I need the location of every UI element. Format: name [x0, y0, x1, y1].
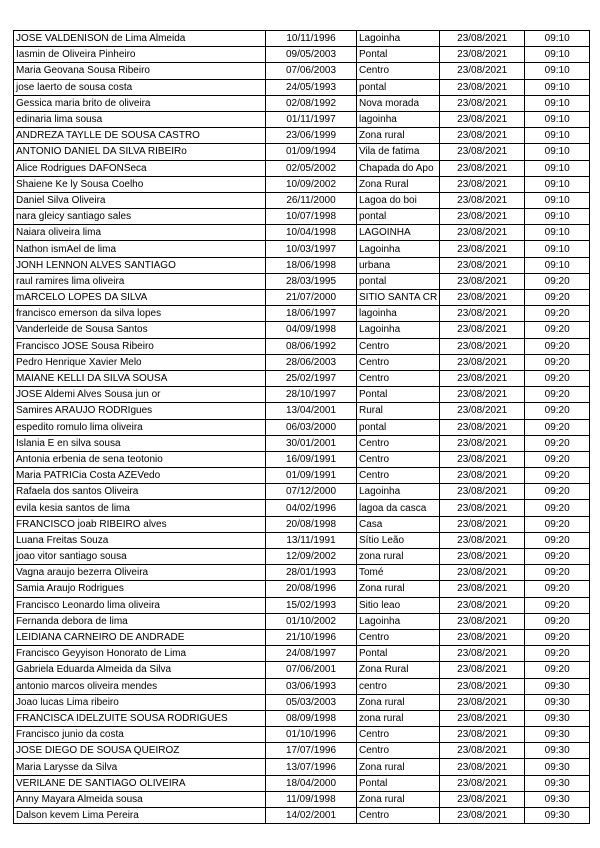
- location-cell: Zona Rural: [357, 662, 440, 678]
- schedule-date-cell: 23/08/2021: [440, 808, 525, 824]
- schedule-time-cell: 09:20: [525, 662, 590, 678]
- schedule-time-cell: 09:30: [525, 808, 590, 824]
- birth-date-cell: 04/02/1996: [266, 500, 357, 516]
- schedule-time-cell: 09:20: [525, 581, 590, 597]
- birth-date-cell: 18/04/2000: [266, 775, 357, 791]
- table-row: [14, 532, 590, 548]
- schedule-time-cell: 09:10: [525, 241, 590, 257]
- table-row: [14, 743, 590, 759]
- location-cell: Casa: [357, 516, 440, 532]
- schedule-date-cell: 23/08/2021: [440, 662, 525, 678]
- table-row: [14, 63, 590, 79]
- schedule-time-cell: 09:20: [525, 597, 590, 613]
- table-row: [14, 387, 590, 403]
- table-row: [14, 484, 590, 500]
- schedule-date-cell: 23/08/2021: [440, 581, 525, 597]
- location-cell: centro: [357, 678, 440, 694]
- schedule-time-cell: 09:10: [525, 95, 590, 111]
- person-name-cell: Francisco Leonardo lima oliveira: [14, 597, 266, 613]
- schedule-time-cell: 09:20: [525, 290, 590, 306]
- schedule-date-cell: 23/08/2021: [440, 694, 525, 710]
- person-name-cell: Antonia erbenia de sena teotonio: [14, 451, 266, 467]
- schedule-time-cell: 09:20: [525, 322, 590, 338]
- birth-date-cell: 01/09/1994: [266, 144, 357, 160]
- table-row: [14, 47, 590, 63]
- birth-date-cell: 10/04/1998: [266, 225, 357, 241]
- person-name-cell: Francisco Geyyison Honorato de Lima: [14, 646, 266, 662]
- schedule-time-cell: 09:20: [525, 532, 590, 548]
- schedule-time-cell: 09:20: [525, 387, 590, 403]
- person-name-cell: edinaria lima sousa: [14, 111, 266, 127]
- schedule-time-cell: 09:30: [525, 694, 590, 710]
- schedule-time-cell: 09:10: [525, 79, 590, 95]
- table-row: [14, 646, 590, 662]
- schedule-date-cell: 23/08/2021: [440, 516, 525, 532]
- person-name-cell: espedito romulo lima oliveira: [14, 419, 266, 435]
- birth-date-cell: 08/06/1992: [266, 338, 357, 354]
- birth-date-cell: 20/08/1998: [266, 516, 357, 532]
- location-cell: Pontal: [357, 646, 440, 662]
- schedule-date-cell: 23/08/2021: [440, 111, 525, 127]
- birth-date-cell: 30/01/2001: [266, 435, 357, 451]
- schedule-time-cell: 09:10: [525, 257, 590, 273]
- schedule-date-cell: 23/08/2021: [440, 759, 525, 775]
- schedule-date-cell: 23/08/2021: [440, 225, 525, 241]
- person-name-cell: Joao lucas Lima ribeiro: [14, 694, 266, 710]
- birth-date-cell: 01/10/1996: [266, 727, 357, 743]
- table-row: [14, 435, 590, 451]
- schedule-time-cell: 09:20: [525, 468, 590, 484]
- location-cell: Centro: [357, 727, 440, 743]
- schedule-time-cell: 09:20: [525, 629, 590, 645]
- location-cell: Lagoinha: [357, 484, 440, 500]
- schedule-time-cell: 09:10: [525, 31, 590, 47]
- location-cell: Lagoinha: [357, 241, 440, 257]
- person-name-cell: Islania E en silva sousa: [14, 435, 266, 451]
- location-cell: pontal: [357, 419, 440, 435]
- person-name-cell: ANTONIO DANIEL DA SILVA RIBEIRo: [14, 144, 266, 160]
- person-name-cell: FRANCISCO joab RIBEIRO alves: [14, 516, 266, 532]
- person-name-cell: JONH LENNON ALVES SANTIAGO: [14, 257, 266, 273]
- schedule-date-cell: 23/08/2021: [440, 79, 525, 95]
- person-name-cell: Nathon ismAel de lima: [14, 241, 266, 257]
- table-row: [14, 370, 590, 386]
- birth-date-cell: 01/10/2002: [266, 613, 357, 629]
- schedule-time-cell: 09:30: [525, 678, 590, 694]
- schedule-date-cell: 23/08/2021: [440, 597, 525, 613]
- birth-date-cell: 28/01/1993: [266, 565, 357, 581]
- table-row: [14, 403, 590, 419]
- table-row: [14, 500, 590, 516]
- schedule-date-cell: 23/08/2021: [440, 63, 525, 79]
- table-row: [14, 775, 590, 791]
- birth-date-cell: 09/05/2003: [266, 47, 357, 63]
- person-name-cell: Rafaela dos santos Oliveira: [14, 484, 266, 500]
- table-row: [14, 549, 590, 565]
- schedule-time-cell: 09:10: [525, 111, 590, 127]
- schedule-date-cell: 23/08/2021: [440, 678, 525, 694]
- birth-date-cell: 07/06/2001: [266, 662, 357, 678]
- table-row: [14, 290, 590, 306]
- location-cell: Rural: [357, 403, 440, 419]
- location-cell: Sítio Leão: [357, 532, 440, 548]
- location-cell: LAGOINHA: [357, 225, 440, 241]
- table-row: [14, 451, 590, 467]
- table-row: [14, 597, 590, 613]
- schedule-date-cell: 23/08/2021: [440, 338, 525, 354]
- location-cell: Sitio leao: [357, 597, 440, 613]
- person-name-cell: Samia Araujo Rodrigues: [14, 581, 266, 597]
- location-cell: Centro: [357, 435, 440, 451]
- schedule-time-cell: 09:20: [525, 451, 590, 467]
- location-cell: Pontal: [357, 47, 440, 63]
- schedule-date-cell: 23/08/2021: [440, 144, 525, 160]
- location-cell: Zona rural: [357, 759, 440, 775]
- person-name-cell: MAIANE KELLI DA SILVA SOUSA: [14, 370, 266, 386]
- person-name-cell: Gessica maria brito de oliveira: [14, 95, 266, 111]
- birth-date-cell: 24/05/1993: [266, 79, 357, 95]
- birth-date-cell: 28/06/2003: [266, 354, 357, 370]
- location-cell: Vila de fatima: [357, 144, 440, 160]
- schedule-date-cell: 23/08/2021: [440, 306, 525, 322]
- location-cell: Lagoinha: [357, 31, 440, 47]
- table-row: [14, 808, 590, 824]
- location-cell: Centro: [357, 370, 440, 386]
- table-row: [14, 419, 590, 435]
- table-row: [14, 241, 590, 257]
- table-row: [14, 144, 590, 160]
- table-row: [14, 354, 590, 370]
- person-name-cell: JOSE Aldemi Alves Sousa jun or: [14, 387, 266, 403]
- location-cell: Centro: [357, 468, 440, 484]
- person-name-cell: Fernanda debora de lima: [14, 613, 266, 629]
- birth-date-cell: 28/03/1995: [266, 273, 357, 289]
- schedule-date-cell: 23/08/2021: [440, 646, 525, 662]
- table-row: [14, 581, 590, 597]
- birth-date-cell: 05/03/2003: [266, 694, 357, 710]
- birth-date-cell: 15/02/1993: [266, 597, 357, 613]
- person-name-cell: Gabriela Eduarda Almeida da Silva: [14, 662, 266, 678]
- table-row: [14, 306, 590, 322]
- person-name-cell: Vanderleide de Sousa Santos: [14, 322, 266, 338]
- person-name-cell: ANDREZA TAYLLE DE SOUSA CASTRO: [14, 128, 266, 144]
- schedule-time-cell: 09:20: [525, 419, 590, 435]
- location-cell: Centro: [357, 743, 440, 759]
- person-name-cell: Iasmin de Oliveira Pinheiro: [14, 47, 266, 63]
- birth-date-cell: 07/12/2000: [266, 484, 357, 500]
- table-row: [14, 79, 590, 95]
- schedule-time-cell: 09:20: [525, 338, 590, 354]
- schedule-time-cell: 09:20: [525, 500, 590, 516]
- schedule-date-cell: 23/08/2021: [440, 257, 525, 273]
- location-cell: Pontal: [357, 387, 440, 403]
- table-row: [14, 257, 590, 273]
- schedule-time-cell: 09:30: [525, 791, 590, 807]
- birth-date-cell: 01/09/1991: [266, 468, 357, 484]
- schedule-time-cell: 09:20: [525, 646, 590, 662]
- schedule-date-cell: 23/08/2021: [440, 241, 525, 257]
- table-row: [14, 694, 590, 710]
- schedule-date-cell: 23/08/2021: [440, 775, 525, 791]
- location-cell: pontal: [357, 79, 440, 95]
- birth-date-cell: 14/02/2001: [266, 808, 357, 824]
- schedule-time-cell: 09:20: [525, 306, 590, 322]
- birth-date-cell: 12/09/2002: [266, 549, 357, 565]
- table-row: [14, 338, 590, 354]
- person-name-cell: Luana Freitas Souza: [14, 532, 266, 548]
- birth-date-cell: 04/09/1998: [266, 322, 357, 338]
- schedule-date-cell: 23/08/2021: [440, 613, 525, 629]
- registration-table: [13, 30, 590, 824]
- schedule-date-cell: 23/08/2021: [440, 31, 525, 47]
- table-row: [14, 95, 590, 111]
- table-row: [14, 176, 590, 192]
- table-row: [14, 128, 590, 144]
- birth-date-cell: 10/11/1996: [266, 31, 357, 47]
- schedule-date-cell: 23/08/2021: [440, 160, 525, 176]
- location-cell: Centro: [357, 629, 440, 645]
- person-name-cell: VERILANE DE SANTIAGO OLIVEIRA: [14, 775, 266, 791]
- table-row: [14, 192, 590, 208]
- table-row: [14, 791, 590, 807]
- birth-date-cell: 21/07/2000: [266, 290, 357, 306]
- table-row: [14, 160, 590, 176]
- person-name-cell: Maria Larysse da Silva: [14, 759, 266, 775]
- location-cell: lagoa da casca: [357, 500, 440, 516]
- schedule-date-cell: 23/08/2021: [440, 192, 525, 208]
- schedule-date-cell: 23/08/2021: [440, 791, 525, 807]
- schedule-date-cell: 23/08/2021: [440, 128, 525, 144]
- person-name-cell: Shaiene Ke ly Sousa Coelho: [14, 176, 266, 192]
- table-row: [14, 209, 590, 225]
- person-name-cell: Francisco JOSE Sousa Ribeiro: [14, 338, 266, 354]
- table-row: [14, 273, 590, 289]
- person-name-cell: Alice Rodrigues DAFONSeca: [14, 160, 266, 176]
- birth-date-cell: 02/08/1992: [266, 95, 357, 111]
- table-row: [14, 565, 590, 581]
- location-cell: Zona rural: [357, 128, 440, 144]
- birth-date-cell: 25/02/1997: [266, 370, 357, 386]
- schedule-date-cell: 23/08/2021: [440, 435, 525, 451]
- schedule-date-cell: 23/08/2021: [440, 727, 525, 743]
- schedule-time-cell: 09:30: [525, 743, 590, 759]
- location-cell: Lagoa do boi: [357, 192, 440, 208]
- birth-date-cell: 16/09/1991: [266, 451, 357, 467]
- person-name-cell: raul ramires lima oliveira: [14, 273, 266, 289]
- table-row: [14, 516, 590, 532]
- person-name-cell: francisco emerson da silva lopes: [14, 306, 266, 322]
- location-cell: Lagoinha: [357, 322, 440, 338]
- schedule-date-cell: 23/08/2021: [440, 387, 525, 403]
- schedule-time-cell: 09:10: [525, 47, 590, 63]
- birth-date-cell: 10/09/2002: [266, 176, 357, 192]
- schedule-time-cell: 09:30: [525, 775, 590, 791]
- person-name-cell: LEIDIANA CARNEIRO DE ANDRADE: [14, 629, 266, 645]
- table-row: [14, 225, 590, 241]
- birth-date-cell: 21/10/1996: [266, 629, 357, 645]
- location-cell: Centro: [357, 338, 440, 354]
- table-row: [14, 322, 590, 338]
- birth-date-cell: 23/06/1999: [266, 128, 357, 144]
- table-row: [14, 727, 590, 743]
- table-row: [14, 613, 590, 629]
- schedule-time-cell: 09:10: [525, 225, 590, 241]
- location-cell: lagoinha: [357, 306, 440, 322]
- schedule-time-cell: 09:20: [525, 403, 590, 419]
- birth-date-cell: 28/10/1997: [266, 387, 357, 403]
- location-cell: pontal: [357, 273, 440, 289]
- schedule-time-cell: 09:10: [525, 192, 590, 208]
- person-name-cell: JOSE VALDENISON de Lima Almeida: [14, 31, 266, 47]
- schedule-date-cell: 23/08/2021: [440, 532, 525, 548]
- schedule-date-cell: 23/08/2021: [440, 176, 525, 192]
- person-name-cell: FRANCISCA IDELZUITE SOUSA RODRIGUES: [14, 710, 266, 726]
- schedule-time-cell: 09:20: [525, 613, 590, 629]
- schedule-time-cell: 09:10: [525, 176, 590, 192]
- schedule-time-cell: 09:20: [525, 565, 590, 581]
- schedule-date-cell: 23/08/2021: [440, 95, 525, 111]
- person-name-cell: evila kesia santos de lima: [14, 500, 266, 516]
- location-cell: Centro: [357, 63, 440, 79]
- schedule-time-cell: 09:20: [525, 273, 590, 289]
- schedule-date-cell: 23/08/2021: [440, 354, 525, 370]
- schedule-date-cell: 23/08/2021: [440, 209, 525, 225]
- schedule-date-cell: 23/08/2021: [440, 743, 525, 759]
- birth-date-cell: 13/04/2001: [266, 403, 357, 419]
- location-cell: pontal: [357, 209, 440, 225]
- person-name-cell: Maria Geovana Sousa Ribeiro: [14, 63, 266, 79]
- schedule-time-cell: 09:20: [525, 435, 590, 451]
- table-row: [14, 678, 590, 694]
- schedule-time-cell: 09:20: [525, 354, 590, 370]
- birth-date-cell: 02/05/2002: [266, 160, 357, 176]
- birth-date-cell: 08/09/1998: [266, 710, 357, 726]
- birth-date-cell: 07/06/2003: [266, 63, 357, 79]
- schedule-date-cell: 23/08/2021: [440, 484, 525, 500]
- schedule-date-cell: 23/08/2021: [440, 403, 525, 419]
- schedule-date-cell: 23/08/2021: [440, 549, 525, 565]
- location-cell: Chapada do Apo: [357, 160, 440, 176]
- birth-date-cell: 18/06/1997: [266, 306, 357, 322]
- person-name-cell: Naiara oliveira lima: [14, 225, 266, 241]
- location-cell: Tomé: [357, 565, 440, 581]
- schedule-time-cell: 09:20: [525, 549, 590, 565]
- person-name-cell: Dalson kevem Lima Pereira: [14, 808, 266, 824]
- location-cell: Centro: [357, 451, 440, 467]
- birth-date-cell: 01/11/1997: [266, 111, 357, 127]
- table-row: [14, 629, 590, 645]
- birth-date-cell: 10/03/1997: [266, 241, 357, 257]
- person-name-cell: mARCELO LOPES DA SILVA: [14, 290, 266, 306]
- table-row: [14, 111, 590, 127]
- person-name-cell: Pedro Henrique Xavier Melo: [14, 354, 266, 370]
- schedule-date-cell: 23/08/2021: [440, 710, 525, 726]
- schedule-time-cell: 09:30: [525, 727, 590, 743]
- location-cell: lagoinha: [357, 111, 440, 127]
- table-row: [14, 710, 590, 726]
- schedule-time-cell: 09:20: [525, 516, 590, 532]
- birth-date-cell: 17/07/1996: [266, 743, 357, 759]
- person-name-cell: antonio marcos oliveira mendes: [14, 678, 266, 694]
- birth-date-cell: 10/07/1998: [266, 209, 357, 225]
- schedule-date-cell: 23/08/2021: [440, 468, 525, 484]
- person-name-cell: Samires ARAUJO RODRIgues: [14, 403, 266, 419]
- location-cell: Centro: [357, 354, 440, 370]
- schedule-date-cell: 23/08/2021: [440, 290, 525, 306]
- schedule-time-cell: 09:20: [525, 370, 590, 386]
- person-name-cell: jose laerto de sousa costa: [14, 79, 266, 95]
- table-row: [14, 759, 590, 775]
- schedule-date-cell: 23/08/2021: [440, 565, 525, 581]
- person-name-cell: JOSE DIEGO DE SOUSA QUEIROZ: [14, 743, 266, 759]
- location-cell: zona rural: [357, 549, 440, 565]
- person-name-cell: Vagna araujo bezerra Oliveira: [14, 565, 266, 581]
- birth-date-cell: 26/11/2000: [266, 192, 357, 208]
- birth-date-cell: 11/09/1998: [266, 791, 357, 807]
- schedule-date-cell: 23/08/2021: [440, 47, 525, 63]
- schedule-date-cell: 23/08/2021: [440, 273, 525, 289]
- location-cell: Pontal: [357, 775, 440, 791]
- table-row: [14, 662, 590, 678]
- birth-date-cell: 03/06/1993: [266, 678, 357, 694]
- location-cell: urbana: [357, 257, 440, 273]
- location-cell: Nova morada: [357, 95, 440, 111]
- birth-date-cell: 06/03/2000: [266, 419, 357, 435]
- schedule-date-cell: 23/08/2021: [440, 370, 525, 386]
- person-name-cell: Maria PATRICia Costa AZEVedo: [14, 468, 266, 484]
- person-name-cell: joao vitor santiago sousa: [14, 549, 266, 565]
- birth-date-cell: 20/08/1996: [266, 581, 357, 597]
- schedule-time-cell: 09:10: [525, 128, 590, 144]
- schedule-date-cell: 23/08/2021: [440, 451, 525, 467]
- schedule-time-cell: 09:10: [525, 63, 590, 79]
- schedule-date-cell: 23/08/2021: [440, 419, 525, 435]
- table-row: [14, 468, 590, 484]
- birth-date-cell: 13/07/1996: [266, 759, 357, 775]
- birth-date-cell: 24/08/1997: [266, 646, 357, 662]
- location-cell: Zona rural: [357, 791, 440, 807]
- birth-date-cell: 13/11/1991: [266, 532, 357, 548]
- birth-date-cell: 18/06/1998: [266, 257, 357, 273]
- location-cell: Lagoinha: [357, 613, 440, 629]
- schedule-time-cell: 09:10: [525, 144, 590, 160]
- schedule-time-cell: 09:10: [525, 209, 590, 225]
- schedule-date-cell: 23/08/2021: [440, 322, 525, 338]
- location-cell: Zona rural: [357, 581, 440, 597]
- schedule-time-cell: 09:30: [525, 710, 590, 726]
- location-cell: SITIO SANTA CR: [357, 290, 440, 306]
- schedule-time-cell: 09:20: [525, 484, 590, 500]
- location-cell: Zona rural: [357, 694, 440, 710]
- person-name-cell: nara gleicy santiago sales: [14, 209, 266, 225]
- table-body: [14, 31, 590, 824]
- schedule-time-cell: 09:30: [525, 759, 590, 775]
- location-cell: zona rural: [357, 710, 440, 726]
- person-name-cell: Francisco junio da costa: [14, 727, 266, 743]
- location-cell: Centro: [357, 808, 440, 824]
- table-row: [14, 31, 590, 47]
- schedule-date-cell: 23/08/2021: [440, 629, 525, 645]
- location-cell: Zona Rural: [357, 176, 440, 192]
- person-name-cell: Anny Mayara Almeida sousa: [14, 791, 266, 807]
- schedule-time-cell: 09:10: [525, 160, 590, 176]
- person-name-cell: Daniel Silva Oliveira: [14, 192, 266, 208]
- schedule-date-cell: 23/08/2021: [440, 500, 525, 516]
